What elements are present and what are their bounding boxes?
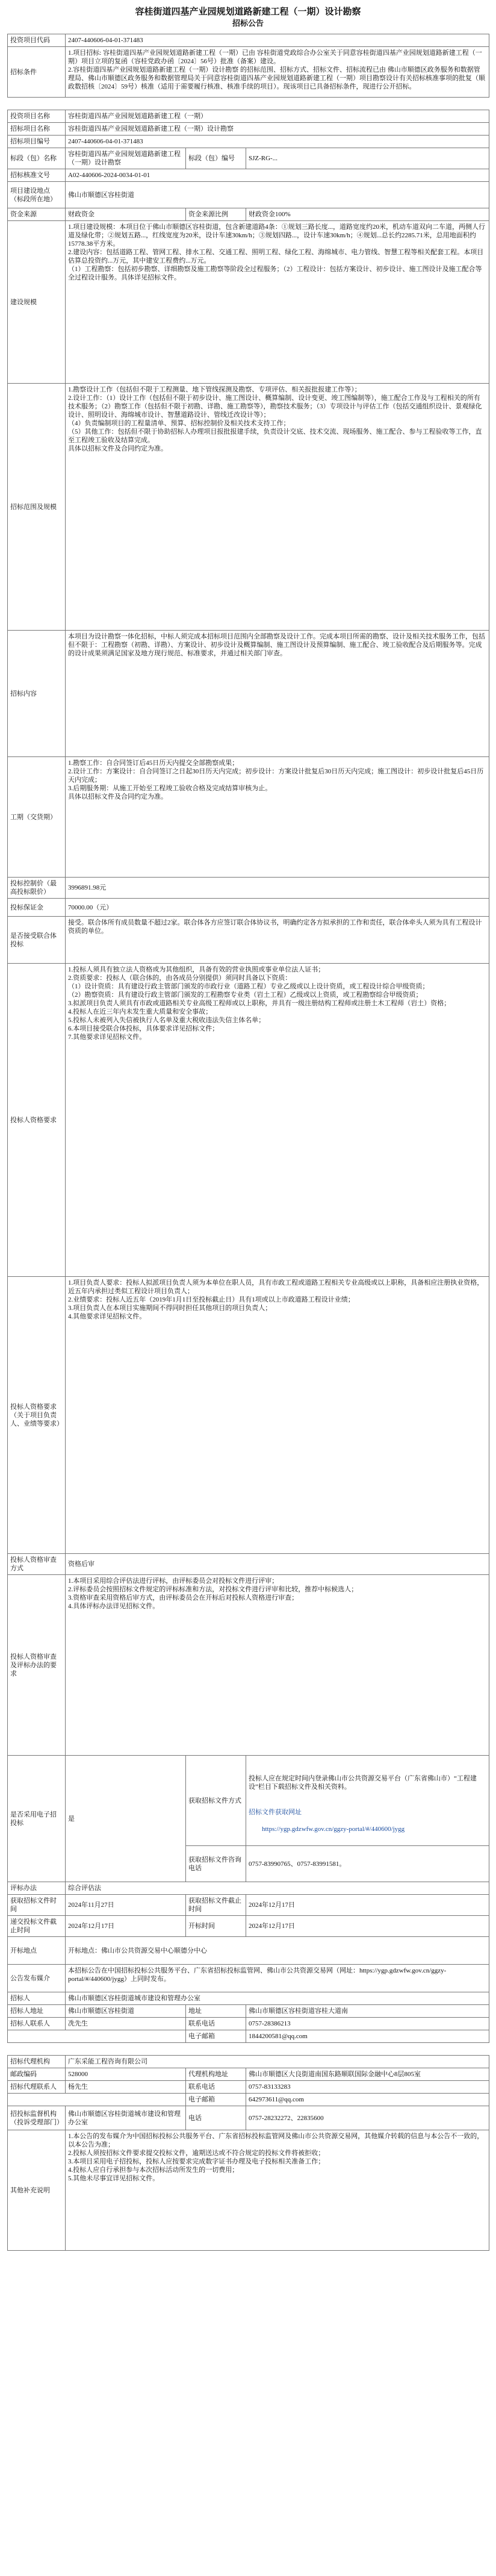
notice-period: 综合评估法 xyxy=(66,1882,489,1895)
row-label: 招标人 xyxy=(8,1992,66,2005)
agent-phone: 0757-83133283 xyxy=(246,2081,489,2094)
agent-contact: 杨先生 xyxy=(66,2081,186,2094)
row-label: 建设规模 xyxy=(8,221,66,384)
fund-ratio: 财政资金100% xyxy=(246,208,489,221)
row-label: 联系电话 xyxy=(186,2081,246,2094)
row-label: 招标项目名称 xyxy=(8,123,66,136)
row-gap xyxy=(8,98,489,110)
table-row xyxy=(8,964,489,1277)
location: 佛山市顺德区容桂街道 xyxy=(66,182,489,208)
row-label: 投标控制价（最高投标限价） xyxy=(8,878,66,899)
row-label: 电子邮箱 xyxy=(186,2094,246,2106)
table-row xyxy=(8,2068,489,2081)
section-no: SJZ-RG-... xyxy=(246,148,489,169)
row-label: 资金来源 xyxy=(8,208,66,221)
table-row xyxy=(8,1937,489,1965)
row-label: 代理机构地址 xyxy=(186,2068,246,2081)
table-row xyxy=(8,136,489,148)
supervisor-phone: 0757-28232272、22835600 xyxy=(246,2106,489,2130)
row-label: 招标核准文号 xyxy=(8,169,66,182)
row-label: 邮政编码 xyxy=(8,2068,66,2081)
get-docs: 投标人应在规定时间内登录佛山市公共资源交易平台（广东省佛山市）“工程建设”栏目下载招标文件及相关资料。 xyxy=(249,1775,477,1791)
table-row xyxy=(8,2030,489,2043)
table-row xyxy=(8,1575,489,1756)
tenderer-addr2: 佛山市顺德区容桂街道容桂大道南 xyxy=(246,2005,489,2018)
row-label: 招标范围及规模 xyxy=(8,384,66,631)
table-row xyxy=(8,1895,489,1916)
project-code: 2407-440606-04-01-371483 xyxy=(66,34,489,47)
tender-content: 本项目为设计勘察一体化招标，中标人须完成本招标项目范围内全部勘察及设计工作。完成本项目所需的勘察、设计及相关技术服务工作，包括但不限于：工程勘察（初勘、详勘）、方案设计、初步设计及概算编制、施工图设计及预算编制、施工配合、竣工验收配合及后期服务等。完成的设计成果须满足国家及地方现行规范、标准要求，并通过相关部门审查。 xyxy=(66,631,489,757)
row-label: 标段（包）编号 xyxy=(186,148,246,169)
question: 2024年12月17日 xyxy=(66,1916,186,1937)
row-label: 招标人地址 xyxy=(8,2005,66,2018)
row-label: 招标代理机构 xyxy=(8,2056,66,2068)
table-row xyxy=(8,2081,489,2094)
tender-conditions: 1.项目招标: 容桂街道四基产业园规划道路新建工程（一期）已由 容桂街道党政综合办公室关于同意容桂街道四基产业园规划道路新建工程（一期）项目立项的复函（容桂党政办函〔2024〕56号）批准（备案）建设。 2.容桂街道四基产业园规划道路新建工程（一期）设计勘察 的招标范围、招标方式、招标文件、招标流程已由 佛山市顺德区政务服务和数据管理局、佛山市顺德区政务服务和数据管理局关于同意容桂街道四基产业园规划道路新建工程（一期）项目勘察设计有关招标核准事项的批复（顺政数招核〔2024〕59号）核准（适用于需要履行核准、核准手续的项目）。现该项目已具备招标条件，现进行公开招标。 xyxy=(66,47,489,98)
row-label: 招标人联系人 xyxy=(8,2018,66,2030)
bidder-req: 1.投标人须具有独立法人资格或为其他组织，具备有效的营业执照或事业单位法人证书； 2.资质要求：投标人（联合体的，由各成员分别提供）须同时具备以下资质： （1）设计资质：具有建设行政主管部门颁发的市政行业（道路工程）专业乙级或以上设计资质，或工程设计综合甲级资质； （2）勘察资质：具有建设行政主管部门颁发的工程勘察专业类（岩土工程）乙级或以上资质，或工程勘察综合甲级资质； 3.拟派项目负责人须具有市政或道路相关专业高级工程师或以上职称，并具有一级注册结构工程师或注册土木工程师（岩土）资格； 4.投标人在近三年内未发生重大质量和安全事故； 5.投标人未被列入失信被执行人名单及重大税收违法失信主体名单； 6.本项目接受联合体投标，具体要求详见招标文件； 7.其他要求详见招标文件。 xyxy=(66,964,489,1277)
project-name: 容桂街道四基产业园规划道路新建工程（一期） xyxy=(66,110,489,123)
table-row xyxy=(8,1554,489,1575)
table-row xyxy=(8,2018,489,2030)
table-row xyxy=(8,1965,489,1992)
tender-no: 2407-440606-04-01-371483 xyxy=(66,136,489,148)
notice-subtitle: 招标公告 xyxy=(232,19,264,28)
table-row xyxy=(8,2106,489,2130)
row-label: 工期（交货期） xyxy=(8,757,66,878)
tenderer-contact: 冼先生 xyxy=(66,2018,186,2030)
row-label: 招标代理联系人 xyxy=(8,2081,66,2094)
tenderer-phone: 0757-28386213 xyxy=(246,2018,489,2030)
scale-text: 1.项目建设规模：本项目位于佛山市顺德区容桂街道，包含新建道路4条：①规划三路长度...，道路宽度约20米，机动车道双向二车道，两侧人行道及绿化带；②规划五路...，红线宽度为20米，设计车速30km/h；③规划四路...，设计车速30km/h；④规划...总长约2285.71米，总用地面积约15778.38平方米。 2.建设内容：包括道路工程、管网工程、排水工程、交通工程、照明工程、绿化工程、海绵城市、电力管线、智慧工程等相关配套工程。本项目估算总投资约...万元，其中建安工程费约...万元。 （1）工程勘察：包括初步勘察、详细勘察及施工勘察等阶段全过程服务；（2）工程设计：包括方案设计、初步设计、施工图设计及施工配合等全过程设计服务。具体详见招标文件。 xyxy=(66,221,489,384)
table-row xyxy=(8,1882,489,1895)
row-label: 投资项目名称 xyxy=(8,110,66,123)
open-place: 开标地点：佛山市公共资源交易中心顺德分中心 xyxy=(66,1937,489,1965)
section-name: 容桂街道四基产业园规划道路新建工程（一期）设计勘察 xyxy=(66,148,186,169)
row-label: 递交投标文件截止时间 xyxy=(8,1916,66,1937)
get-docs-link-label: 招标文件获取网址 xyxy=(249,1809,302,1816)
agent: 广东采能工程咨询有限公司 xyxy=(66,2056,489,2068)
qualification-method: 资格后审 xyxy=(66,1554,489,1575)
notice-title: 容桂街道四基产业园规划道路新建工程（一期）设计勘察 xyxy=(135,7,361,17)
agent-mail: 642973611@qq.com xyxy=(246,2094,489,2106)
table-row xyxy=(8,2130,489,2251)
row-label: 招投标监督机构（投诉受理部门） xyxy=(8,2106,66,2130)
row-label: 获取招标文件时间 xyxy=(8,1895,66,1916)
max-price: 3996891.98元 xyxy=(66,878,489,899)
other-notes: 1.本公告的发布媒介为中国招标投标公共服务平台、广东省招标投标监管网及佛山市公共资源交易网，其他媒介转载的信息与本公告不一致的，以本公告为准； 2.投标人须按招标文件要求提交投标文件，逾期送达或不符合规定的投标文件将被拒收； 3.本项目采用电子招投标，投标人应按要求完成数字证书办理及电子投标相关准备工作； 4.投标人应自行承担参与本次招标活动所发生的一切费用； 5.其他未尽事宜详见招标文件。 xyxy=(66,2130,489,2251)
row-label: 项目建设地点（标段所在地） xyxy=(8,182,66,208)
person-req: 1.项目负责人要求：投标人拟派项目负责人须为本单位在职人员，具有市政工程或道路工程相关专业高级或以上职称，具备相应注册执业资格，近五年内承担过类似工程设计项目负责人； 2.业绩要求：投标人近五年（2019年1月1日至投标截止日）具有1项或以上市政道路工程设计业绩； 3.项目负责人在本项目实施期间不得同时担任其他项目的项目负责人； 4.其他要求详见招标文件。 xyxy=(66,1277,489,1554)
get-docs-link[interactable]: https://ygp.gdzwfw.gov.cn/ggzy-portal/#/440600/jygg xyxy=(262,1826,405,1833)
table-row xyxy=(8,1992,489,2005)
table-row xyxy=(8,1277,489,1554)
row-label: 投标人资格要求 xyxy=(8,964,66,1277)
row-label: 开标时间 xyxy=(186,1916,246,1937)
notice-table xyxy=(7,34,489,2251)
row-label: 电子邮箱 xyxy=(186,2030,246,2043)
row-label: 招标条件 xyxy=(8,47,66,98)
row-label: 是否采用电子招投标 xyxy=(8,1756,66,1882)
row-label: 招标内容 xyxy=(8,631,66,757)
table-row xyxy=(8,878,489,899)
tenderer: 佛山市顺德区容桂街道城市建设和管理办公室 xyxy=(66,1992,489,2005)
table-row xyxy=(8,221,489,384)
row-label: 招标项目编号 xyxy=(8,136,66,148)
table-row xyxy=(8,34,489,47)
consortium: 接受。联合体所有成员数量不超过2家。联合体各方应签订联合体协议书，明确约定各方拟承担的工作和责任，联合体牵头人须为具有工程设计资质的单位。 xyxy=(66,917,489,964)
table-row xyxy=(8,1756,489,1846)
table-row xyxy=(8,2005,489,2018)
tenderer-addr: 佛山市顺德区容桂街道 xyxy=(66,2005,186,2018)
contact-pt: 0757-83990765、0757-83991581。 xyxy=(246,1846,489,1882)
tender-project-name: 容桂街道四基产业园规划道路新建工程（一期）设计勘察 xyxy=(66,123,489,136)
row-label: 电话 xyxy=(186,2106,246,2130)
online: 是 xyxy=(66,1756,186,1882)
row-label: 投标保证金 xyxy=(8,899,66,917)
table-row xyxy=(8,148,489,169)
table-row xyxy=(8,899,489,917)
supervisor: 佛山市顺德区容桂街道城市建设和管理办公室 xyxy=(66,2106,186,2130)
row-label: 获取招标文件咨询电话 xyxy=(186,1846,246,1882)
table-row xyxy=(8,631,489,757)
row-label: 地址 xyxy=(186,2005,246,2018)
row-label: 是否接受联合体投标 xyxy=(8,917,66,964)
table-row xyxy=(8,123,489,136)
deposit: 70000.00（元） xyxy=(66,899,489,917)
tenderer-mail: 1844200581@qq.com xyxy=(246,2030,489,2043)
table-row xyxy=(8,1916,489,1937)
doc-end: 2024年12月17日 xyxy=(246,1895,489,1916)
approval-no: A02-440606-2024-0034-01-01 xyxy=(66,169,489,182)
agent-addr: 佛山市顺德区大良街道南国东路顺联国际金融中心8层805室 xyxy=(246,2068,489,2081)
doc-start: 2024年11月27日 xyxy=(66,1895,186,1916)
open-time: 2024年12月17日 xyxy=(246,1916,489,1937)
table-row xyxy=(8,47,489,98)
table-row xyxy=(8,169,489,182)
row-label: 获取招标文件方式 xyxy=(186,1756,246,1846)
row-label: 标段（包）名称 xyxy=(8,148,66,169)
row-label: 其他补充说明 xyxy=(8,2130,66,2251)
row-label: 开标地点 xyxy=(8,1937,66,1965)
row-label: 投标人资格审查及评标办法的要求 xyxy=(8,1575,66,1756)
table-row xyxy=(8,182,489,208)
row-label: 评标办法 xyxy=(8,1882,66,1895)
row-label: 投标人资格要求（关于项目负责人、业绩等要求） xyxy=(8,1277,66,1554)
table-row xyxy=(8,2056,489,2068)
agent-zip: 528000 xyxy=(66,2068,186,2081)
table-row xyxy=(8,917,489,964)
evaluation-method: 1.本项目采用综合评估法进行评标，由评标委员会对投标文件进行评审； 2.评标委员会按照招标文件规定的评标标准和方法，对投标文件进行评审和比较，推荐中标候选人； 3.资格审查采用资格后审方式，由评标委员会在开标后对投标人资格进行审查； 4.具体评标办法详见招标文件。 xyxy=(66,1575,489,1756)
table-row xyxy=(8,384,489,631)
publish-media: 本招标公告在中国招标投标公共服务平台、广东省招标投标监管网、佛山市公共资源交易网（网址：https://ygp.gdzwfw.gov.cn/ggzy-portal/#/440600/jygg）上同时发布。 xyxy=(66,1965,489,1992)
row-gap xyxy=(8,2043,489,2056)
table-row xyxy=(8,2094,489,2106)
row-label: 联系电话 xyxy=(186,2018,246,2030)
row-label: 公告发布媒介 xyxy=(8,1965,66,1992)
fund-source: 财政资金 xyxy=(66,208,186,221)
row-label: 获取招标文件截止时间 xyxy=(186,1895,246,1916)
row-label: 投资项目代码 xyxy=(8,34,66,47)
table-row xyxy=(8,757,489,878)
table-row xyxy=(8,208,489,221)
duration: 1.勘察工作：自合同签订后45日历天内提交全部勘察成果； 2.设计工作：方案设计：自合同签订之日起30日历天内完成；初步设计：方案设计批复后30日历天内完成；施工图设计：初步设计批复后45日历天内完成； 3.后期服务期：从施工开始至工程竣工验收合格及完成结算审核为止。 具体以招标文件及合同约定为准。 xyxy=(66,757,489,878)
row-label: 资金来源比例 xyxy=(186,208,246,221)
table-row xyxy=(8,110,489,123)
scope-text: 1.勘察设计工作（包括但不限于工程测量、地下管线探测及勘察、专项评估、相关报批报建工作等）； 2.设计工作：（1）设计工作（包括但不限于初步设计、施工图设计、概算编制、设计变更、竣工图编制等），施工配合工作及与工程相关的所有技术服务；（2）勘察工作（包括但不限于初勘、详勘、施工勘察等），勘察技术服务；（3）专项设计与评估工作（包括交通组织设计、景观绿化设计、照明设计、海绵城市设计、智慧道路设计、管线迁改设计等）； （4）负责编制项目的工程量清单、预算、招标控制价及相关技术支持工作； （5）其他工作：包括但不限于协助招标人办理项目报批报建手续，负责设计交底、技术交流、现场服务、施工配合、参与工程验收等工作，直至工程竣工验收及结算完成。 具体以招标文件及合同约定为准。 xyxy=(66,384,489,631)
row-label: 投标人资格审查方式 xyxy=(8,1554,66,1575)
